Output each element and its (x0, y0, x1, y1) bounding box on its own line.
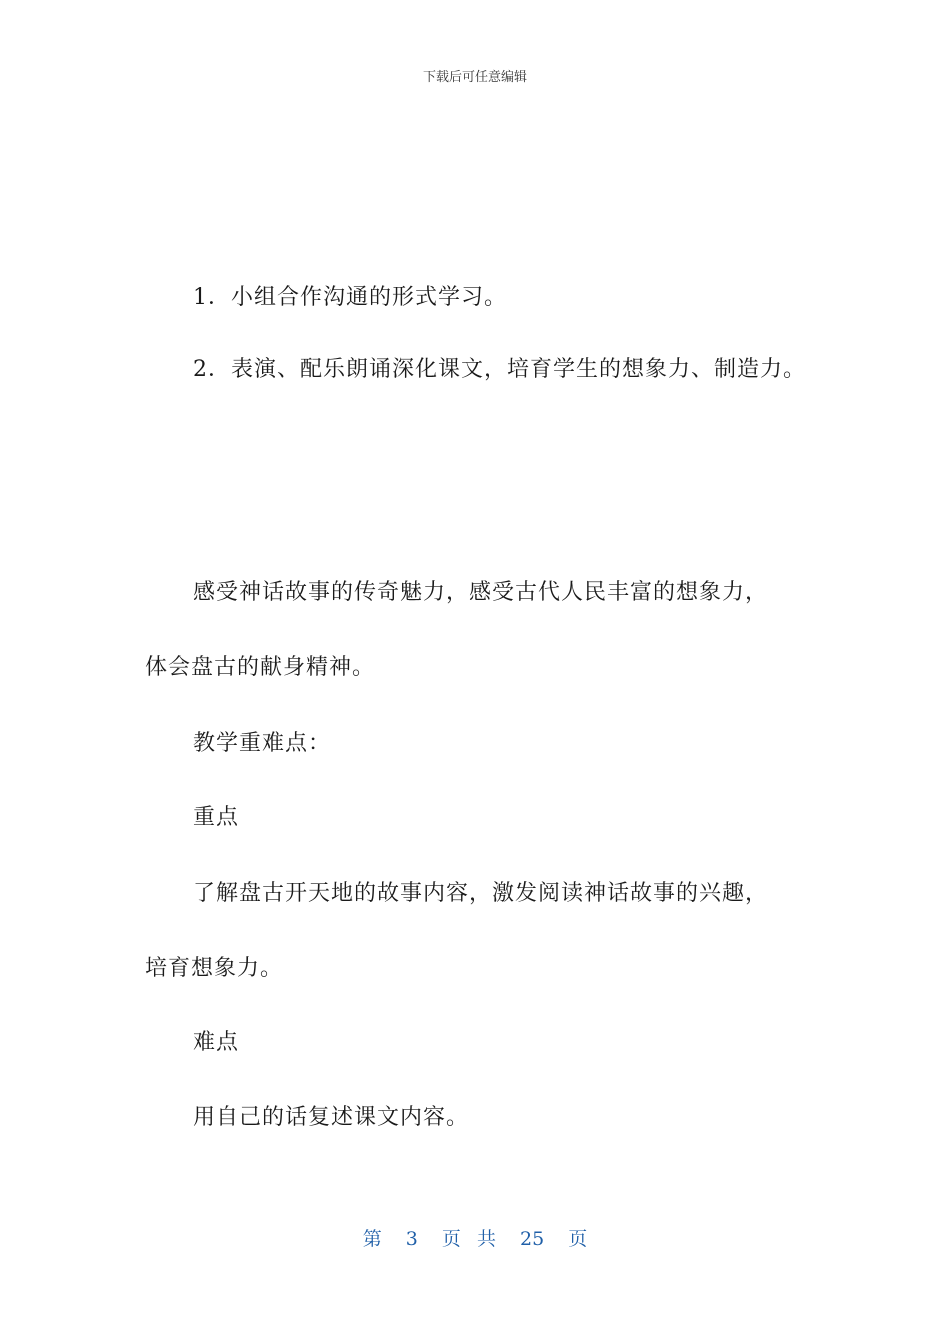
page-number-footer (0, 1224, 950, 1251)
body-line-8: 培育想象力。 (145, 956, 284, 981)
body-line-1: 1．小组合作沟通的形式学习。 (193, 285, 507, 310)
body-line-3: 感受神话故事的传奇魅力，感受古代人民丰富的想象力， (193, 580, 769, 605)
subheading-difficult-point: 难点 (193, 1030, 240, 1055)
body-line-4: 体会盘古的献身精神。 (145, 655, 376, 680)
body-line-2: 2．表演、配乐朗诵深化课文，培育学生的想象力、制造力。 (193, 357, 806, 382)
footer-current-page: 3 (405, 1228, 418, 1250)
footer-suffix: 页 (568, 1228, 588, 1250)
footer-prefix: 第 (362, 1228, 382, 1250)
subheading-key-point: 重点 (193, 805, 240, 830)
section-heading-key-difficult: 教学重难点： (193, 731, 332, 756)
footer-middle: 页 共 (441, 1228, 496, 1250)
body-line-10: 用自己的话复述课文内容。 (193, 1105, 470, 1130)
footer-total-pages: 25 (520, 1228, 545, 1250)
page-header: 下载后可任意编辑 (422, 70, 527, 85)
body-line-7: 了解盘古开天地的故事内容，激发阅读神话故事的兴趣， (193, 881, 769, 906)
